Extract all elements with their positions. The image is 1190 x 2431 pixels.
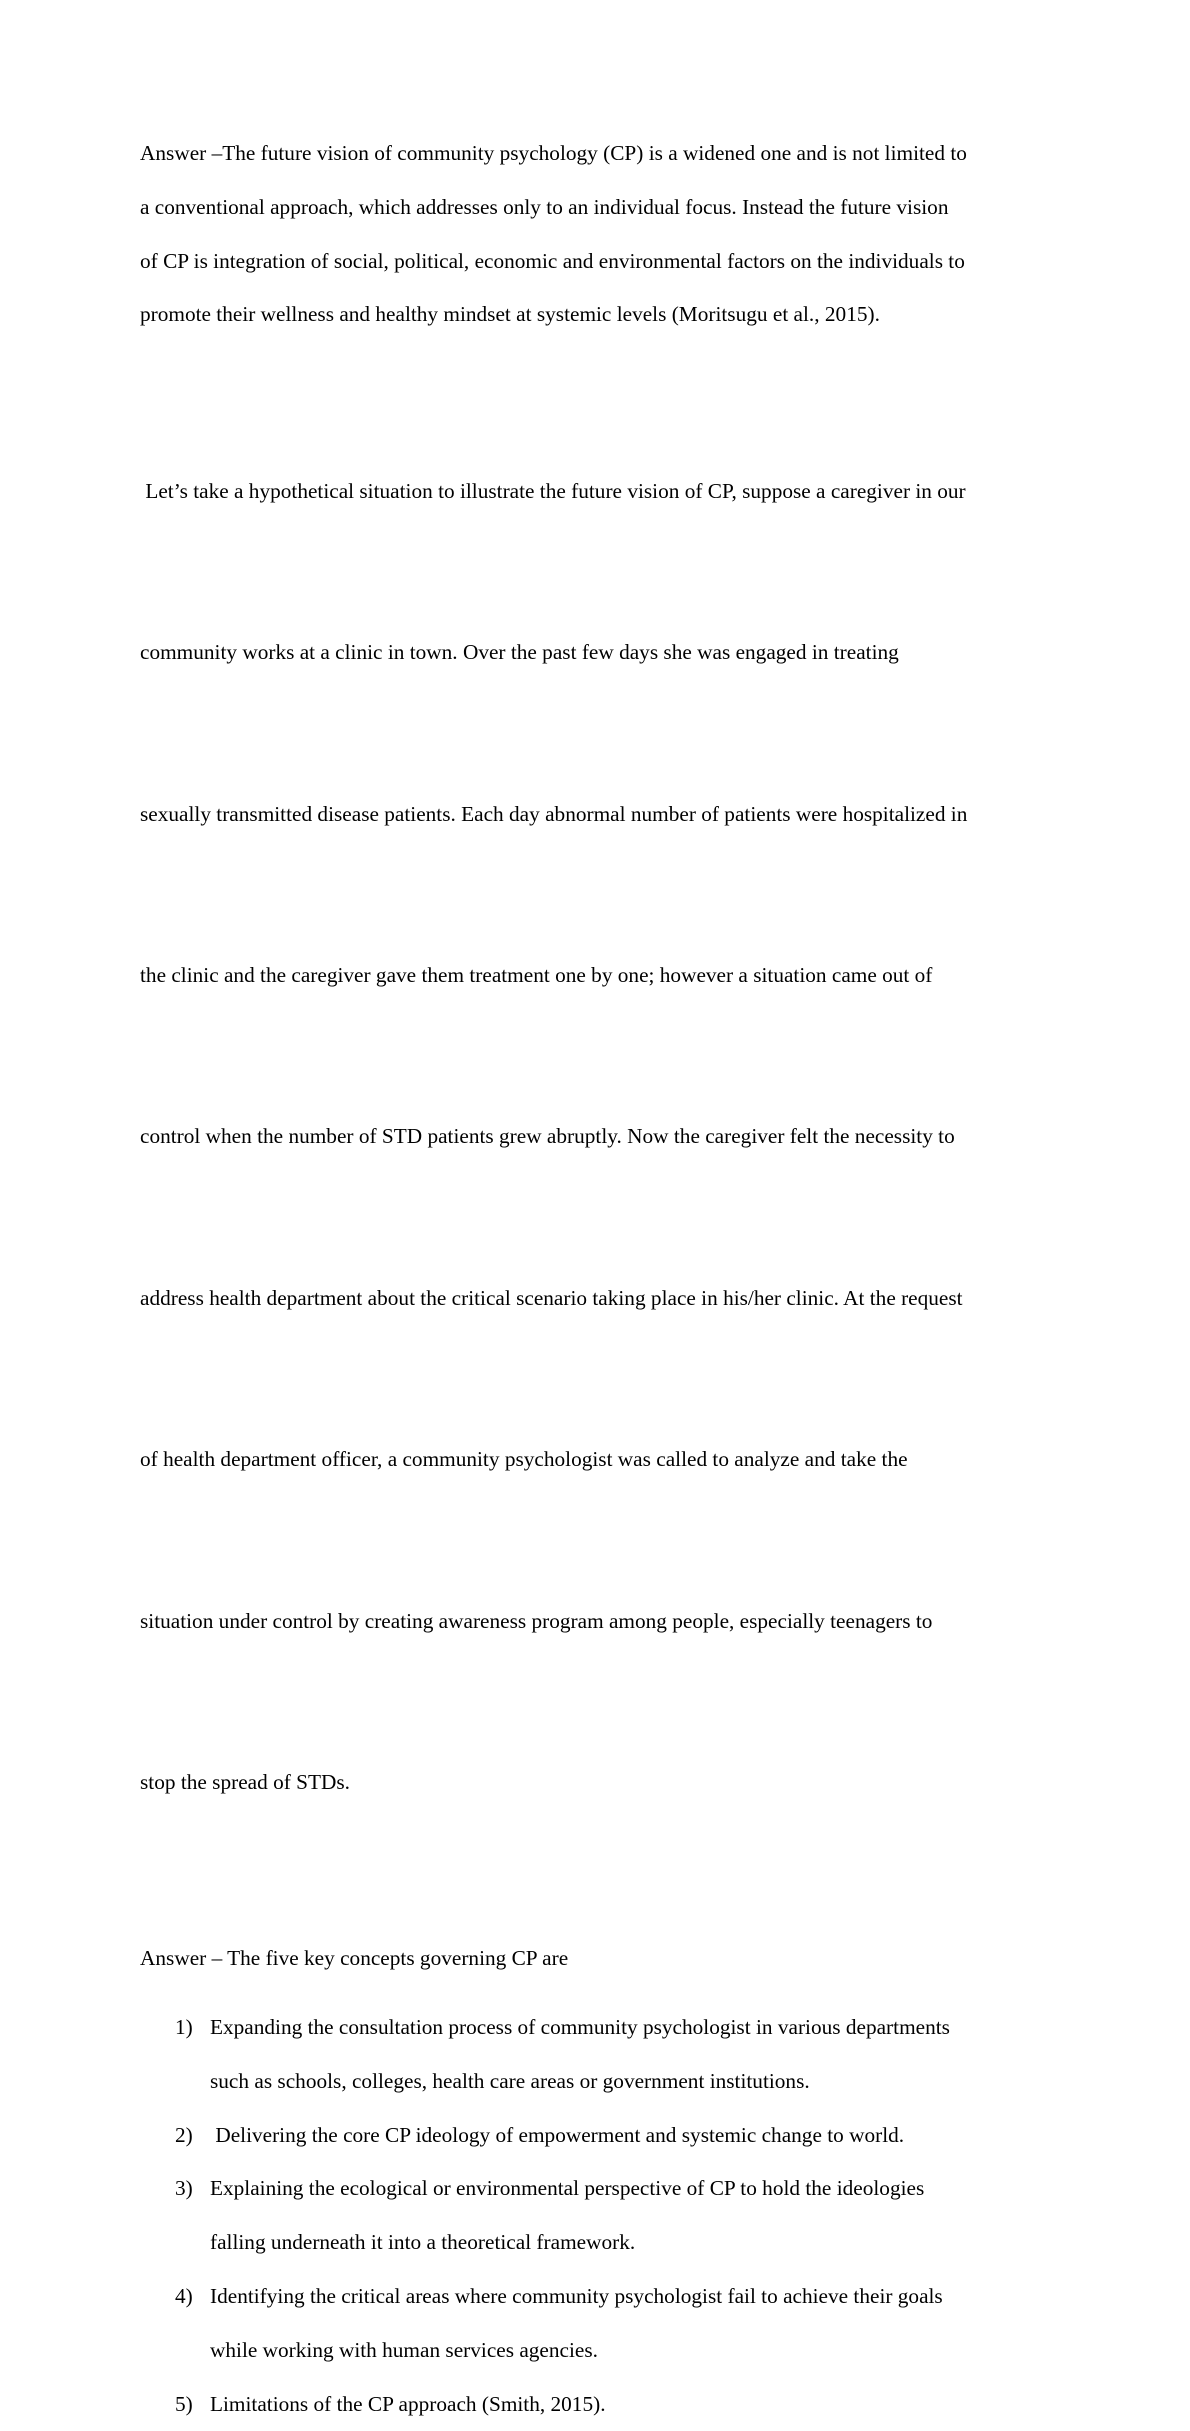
list-item-text: such as schools, colleges, health care areas or government institutions. bbox=[210, 2068, 810, 2093]
list-item-text: Explaining the ecological or environmental perspective of CP to hold the ideologies bbox=[210, 2176, 925, 2201]
list-item-text: Identifying the critical areas where community psychologist fail to achieve their goals bbox=[210, 2284, 943, 2309]
paragraph-spacer bbox=[140, 1917, 1052, 1932]
text-line: control when the number of STD patients grew abruptly. Now the caregiver felt the necessity to bbox=[140, 1124, 955, 1149]
paragraph-future-vision bbox=[140, 127, 1052, 342]
text-line: of health department officer, a community psychologist was called to analyze and take the bbox=[140, 1447, 908, 1472]
list-item bbox=[140, 2162, 1052, 2270]
text-line: Answer – The five key concepts governing CP are bbox=[140, 1946, 569, 1971]
text-line: sexually transmitted disease patients. Each day abnormal number of patients were hospitalized in bbox=[140, 801, 968, 826]
text-line: a conventional approach, which addresses only to an individual focus. Instead the future vision bbox=[140, 194, 949, 219]
list-item bbox=[140, 2378, 1052, 2431]
text-line: situation under control by creating awareness program among people, especially teenagers to bbox=[140, 1608, 933, 1633]
list-item-text: Expanding the consultation process of community psychologist in various departments bbox=[210, 2015, 950, 2040]
list-item bbox=[140, 2001, 1052, 2109]
text-line: community works at a clinic in town. Over the past few days she was engaged in treating bbox=[140, 640, 899, 665]
list-item bbox=[140, 2109, 1052, 2163]
paragraph-spacer bbox=[140, 342, 1052, 357]
list-item-number: 4) bbox=[175, 2284, 193, 2309]
key-concepts-list bbox=[140, 2001, 1052, 2431]
list-item-number: 5) bbox=[175, 2391, 193, 2416]
text-line: the clinic and the caregiver gave them treatment one by one; however a situation came out of bbox=[140, 962, 933, 987]
list-item-text: while working with human services agencies. bbox=[210, 2337, 598, 2362]
text-line: stop the spread of STDs. bbox=[140, 1769, 350, 1794]
paragraph-spacer bbox=[140, 1986, 1052, 2001]
paragraph-key-concepts-intro bbox=[140, 1932, 1052, 1986]
list-item-text: Limitations of the CP approach (Smith, 2015). bbox=[210, 2391, 606, 2416]
paragraph-hypothetical-situation bbox=[140, 357, 1052, 1917]
list-item-number: 1) bbox=[175, 2015, 193, 2040]
text-line: promote their wellness and healthy mindset at systemic levels (Moritsugu et al., 2015). bbox=[140, 302, 880, 327]
list-item-text: falling underneath it into a theoretical framework. bbox=[210, 2230, 636, 2255]
document-body bbox=[140, 127, 1052, 2431]
list-item-text: Delivering the core CP ideology of empowerment and systemic change to world. bbox=[210, 2122, 905, 2147]
text-line: of CP is integration of social, political, economic and environmental factors on the individuals to bbox=[140, 248, 965, 273]
text-line: Let’s take a hypothetical situation to illustrate the future vision of CP, suppose a caregiver in our bbox=[140, 478, 966, 503]
list-item-number: 2) bbox=[175, 2122, 193, 2147]
list-item-number: 3) bbox=[175, 2176, 193, 2201]
list-item bbox=[140, 2270, 1052, 2378]
text-line: address health department about the critical scenario taking place in his/her clinic. At the request bbox=[140, 1285, 963, 1310]
text-line: Answer –The future vision of community psychology (CP) is a widened one and is not limited to bbox=[140, 141, 967, 165]
